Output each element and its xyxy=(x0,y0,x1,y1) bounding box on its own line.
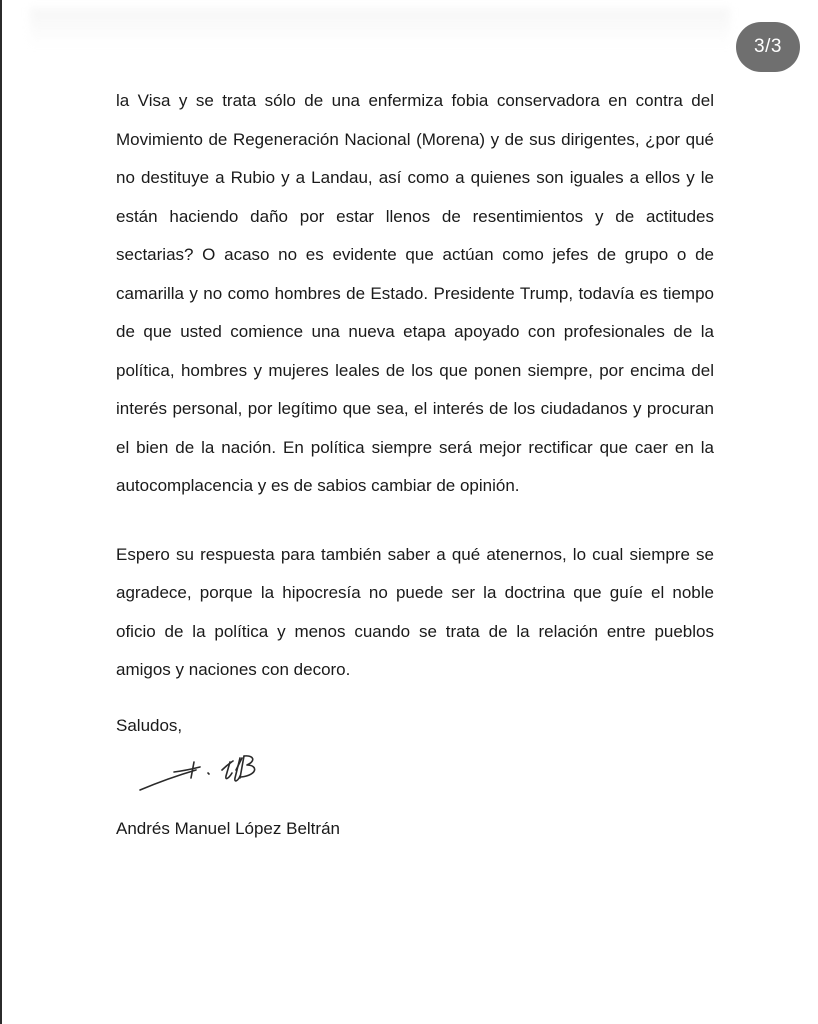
previous-page-shadow xyxy=(30,8,730,48)
page-left-edge xyxy=(0,0,2,1024)
letter-paragraph-1: la Visa y se trata sólo de una enfermiza fobia conservadora en contra del Movimiento de Regeneración Nacional (Morena) y de sus dirigentes, ¿por qué no destituye a Rubio y a Landau, así como a quienes son iguales a ellos y le están haciendo daño por estar llenos de resentimientos y de actitudes sectarias? O acaso no es evidente que actúan como jefes de grupo o de camarilla y no como hombres de Estado. Presidente Trump, todavía es tiempo de que usted comience una nueva etapa apoyado con profesionales de la política, hombres y mujeres leales de los que ponen siempre, por encima del interés personal, por legítimo que sea, el interés de los ciudadanos y procuran el bien de la nación. En política siempre será mejor rectificar que caer en la autocomplacencia y es de sabios cambiar de opinión. xyxy=(116,91,714,495)
letter-paragraph-2: Espero su respuesta para también saber a qué atenernos, lo cual siempre se agradece, porque la hipocresía no puede ser la doctrina que guíe el noble oficio de la política y menos cuando se trata de la relación entre pueblos amigos y naciones con decoro. xyxy=(116,544,714,679)
letter-closing: Saludos, xyxy=(116,716,183,735)
signature-icon xyxy=(134,748,294,796)
page-indicator-badge: 3/3 xyxy=(736,22,800,72)
signer-name: Andrés Manuel López Beltrán xyxy=(116,819,340,838)
letter-body xyxy=(116,82,714,690)
